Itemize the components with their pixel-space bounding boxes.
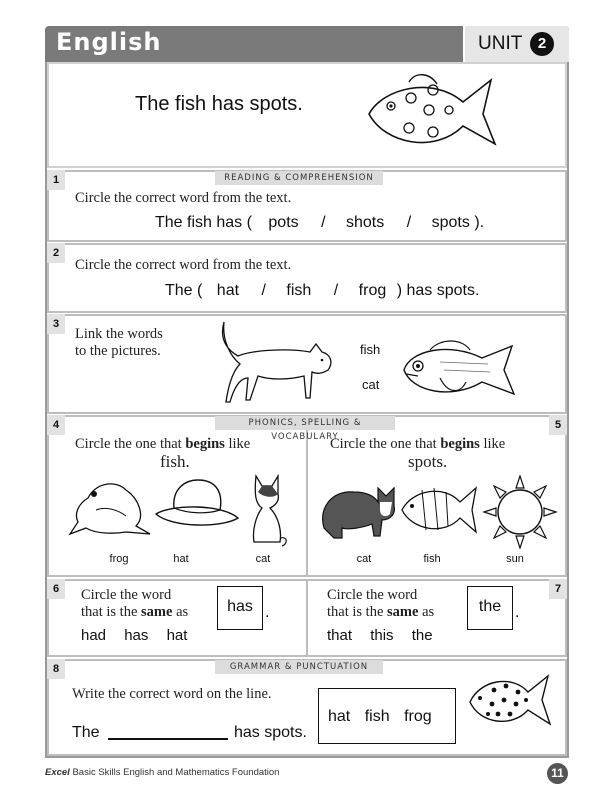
instruction-text: Circle the one that — [330, 436, 441, 452]
separator: / — [261, 282, 266, 299]
option-word[interactable]: hat — [216, 282, 240, 299]
period: . — [515, 604, 520, 621]
answer-line[interactable] — [108, 738, 228, 740]
striped-fish-illustration[interactable] — [398, 480, 480, 538]
option-word[interactable]: fish — [286, 282, 312, 299]
picture-caption: fish — [423, 553, 441, 565]
question-number: 3 — [47, 314, 65, 334]
sentence-suffix: ) has spots. — [396, 282, 480, 299]
intro-sentence: The fish has spots. — [135, 93, 303, 115]
instruction-line — [327, 604, 434, 621]
instruction-text: Circle the one that — [75, 436, 186, 452]
cat-lying-illustration[interactable] — [318, 478, 398, 544]
question-4-target: fish. — [160, 452, 190, 471]
option-word[interactable]: shots — [346, 214, 385, 231]
question-6-instruction — [81, 587, 188, 621]
picture-caption: cat — [255, 553, 271, 565]
fish-illustration[interactable] — [400, 338, 520, 400]
bank-word[interactable]: frog — [404, 708, 432, 725]
instruction-line: Circle the word — [327, 587, 418, 603]
separator: / — [321, 214, 326, 231]
sentence-prefix: The ( — [165, 282, 203, 299]
picture-caption: sun — [506, 553, 524, 565]
instruction-emphasis: begins — [185, 436, 225, 452]
unit-number-badge: 2 — [530, 32, 554, 56]
instruction-text: like — [224, 436, 251, 452]
cat-sitting-illustration[interactable] — [244, 472, 288, 548]
cat-illustration[interactable] — [218, 318, 338, 406]
link-word[interactable]: fish — [360, 342, 381, 357]
instruction-line: to the pictures. — [75, 343, 161, 359]
boxed-word: has — [217, 586, 263, 630]
section-tag-reading: READING & COMPREHENSION — [215, 171, 383, 185]
option-word[interactable]: this — [370, 627, 394, 644]
picture-caption: hat — [173, 553, 189, 565]
instruction-line: Circle the word — [81, 587, 172, 603]
sun-illustration[interactable] — [482, 474, 558, 550]
question-5-instruction — [330, 436, 505, 453]
section-tag-phonics: PHONICS, SPELLING & VOCABULARY — [215, 416, 395, 430]
separator: / — [406, 214, 412, 231]
question-2-panel — [47, 243, 567, 313]
instruction-emphasis: begins — [440, 436, 480, 452]
option-word[interactable]: frog — [358, 282, 387, 299]
separator: / — [333, 282, 339, 299]
column-divider — [306, 579, 308, 657]
instruction-emphasis: same — [387, 604, 419, 620]
question-8-instruction: Write the correct word on the line. — [72, 686, 272, 702]
question-number: 7 — [549, 579, 567, 599]
sentence-prefix: The fish has ( — [155, 214, 252, 231]
question-1-instruction: Circle the correct word from the text. — [75, 190, 292, 206]
question-2-sentence — [165, 282, 479, 300]
section-tag-grammar: GRAMMAR & PUNCTUATION — [215, 660, 383, 674]
option-word[interactable]: has — [124, 627, 149, 644]
word-bank-words — [328, 708, 432, 726]
column-divider — [306, 430, 308, 576]
sentence-end: has spots. — [234, 724, 307, 741]
question-7-instruction — [327, 587, 434, 621]
question-5-target: spots. — [408, 452, 448, 471]
option-word[interactable]: had — [81, 627, 107, 644]
question-number: 8 — [47, 659, 65, 679]
sentence-start: The — [72, 724, 100, 741]
instruction-text: that is the — [81, 604, 142, 620]
instruction-line: Link the words — [75, 326, 163, 342]
question-4-instruction — [75, 436, 250, 453]
option-word[interactable]: that — [327, 627, 353, 644]
option-word[interactable]: spots — [431, 214, 470, 231]
question-number: 6 — [47, 579, 65, 599]
frog-illustration[interactable] — [66, 476, 152, 538]
unit-label: UNIT — [478, 33, 523, 54]
option-word[interactable]: the — [411, 627, 433, 644]
bank-word[interactable]: fish — [364, 708, 390, 725]
footer-text — [45, 767, 279, 778]
book-title: Basic Skills English and Mathematics Foundation — [72, 767, 280, 778]
instruction-line — [81, 604, 188, 621]
question-2-instruction: Circle the correct word from the text. — [75, 257, 292, 273]
question-6-options — [81, 627, 187, 644]
spotted-fish-small-illustration — [466, 670, 554, 730]
bank-word[interactable]: hat — [328, 708, 351, 725]
boxed-word: the — [467, 586, 513, 630]
option-word[interactable]: pots — [268, 214, 299, 231]
question-1-sentence — [155, 214, 484, 232]
hat-illustration[interactable] — [152, 478, 240, 532]
question-number: 4 — [47, 415, 65, 435]
option-word[interactable]: hat — [166, 627, 188, 644]
instruction-text: that is the — [327, 604, 388, 620]
spotted-fish-illustration — [363, 68, 503, 156]
page-title: English — [56, 28, 162, 56]
instruction-text: as — [418, 604, 435, 620]
link-word[interactable]: cat — [362, 377, 380, 392]
question-number: 1 — [47, 170, 65, 190]
question-7-options — [327, 627, 433, 644]
instruction-text: like — [479, 436, 506, 452]
period: . — [265, 604, 270, 621]
picture-caption: frog — [109, 553, 129, 565]
sentence-suffix: ). — [474, 214, 485, 231]
question-3-instruction — [75, 326, 163, 360]
question-number: 2 — [47, 243, 65, 263]
picture-caption: cat — [356, 553, 372, 565]
brand-name: Excel — [45, 767, 70, 778]
instruction-emphasis: same — [141, 604, 173, 620]
instruction-text: as — [172, 604, 189, 620]
page-number-badge: 11 — [547, 763, 568, 784]
question-number: 5 — [549, 415, 567, 435]
